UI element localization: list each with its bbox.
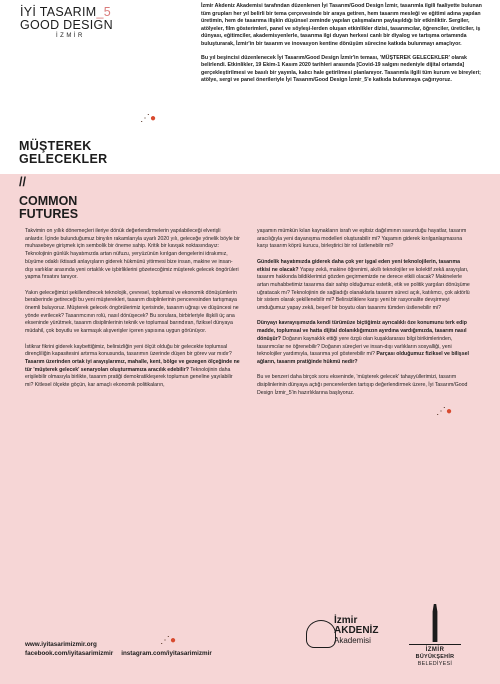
ant-icon: ⋰●: [140, 113, 157, 124]
akademi-name-3: Akademisi: [334, 636, 371, 645]
right-paragraph-3: [257, 320, 472, 366]
right-p3-text: Doğanın kaynaklık ettiği yere özgü olan kuşaklararası bilgi birikimlerinden, tasarımcılar ne öğrenebilir? Doğanın süreçleri ve insan-dışı varlıkların sosyalliği, yeni teknolojiler yardımıyla, tasarıma yol gösterebilir mi?: [257, 335, 453, 358]
logo-edition: _5: [96, 5, 111, 19]
intro-text: [201, 3, 487, 91]
facebook-link[interactable]: facebook.com/iyitasarimizmir: [25, 649, 114, 657]
theme-title: [19, 140, 107, 221]
title-tr-1: MÜŞTEREK: [19, 139, 92, 153]
right-column: [257, 228, 472, 405]
intro-paragraph-2: Bu yıl beşincisi düzenlenecek İyi Tasarım/Good Design İzmir'in teması, 'MÜŞTEREK GELECEKLER' olarak belirlendi. Etkinlikler, 19 Ekim-1 Kasım 2020 tarihleri arasında [Covid-19 salgını nedeniyle dijital ortamda] gerçekleştirilmesi ve basılı bir yayınla, kalıcı hale getirilmesi planlanıyor. Tasarımla ilgili tüm kurum ve bireyleri; atölye, sergi ve panel önerileriyle İyi Tasarım/Good Design İzmir_5'e katkıda bulunmaya çağırıyoruz.: [201, 54, 481, 84]
instagram-link[interactable]: instagram.com/iyitasarimizmir: [121, 649, 212, 657]
right-p3-bold-a: Dünyayı kavrayışımızda kendi türümüze biçtiğimiz ayrıcalıklı öze konumunu terk edip madde, toplumsal ve hatta dijital dolanıklığımızın ayırdına vardığımızda, tasarım nasıl dönüşür?: [257, 320, 467, 342]
intro-paragraph-1: İzmir Akdeniz Akademisi tarafından düzenlenen İyi Tasarım/Good Design İzmir, tasarımla ilgili faaliyette bulunan tüm grupları her yıl belirli bir tema çerçevesinde bir araya getiren, hem tasarım mesleği ve eğitimi adına yapılan üretimin, hem de tasarıma ilişkin düşünsel zeminde yapılan çalışmaların paylaşıldığı bir etkinliktir. Sergiler, atölyeler, film gösterimleri, panel ve söyleşi-lerden oluşan etkinlikler dizisi, tasarımcılar, öğrenciler, üreticiler, iş dünyası, eğitimciler, akademisyenlerle, tasarıma ilgi duyan herkesi canlı bir diyalog ve tartışma ortamında buluşturarak, İzmir'in bir tasarım ve inovasyon kentine dönüşüm sürecine katkıda bulunmayı amaçlıyor.: [201, 3, 482, 47]
right-paragraph-2: [257, 259, 472, 313]
left-p3-text-a: İstikrar fikrini giderek kaybettiğimiz, belirsizliğin yeni ölçüt olduğu bir gelecekte toplumsal dirençliliğin kapasitesini artırma konusunda, tasarımın üzerinde düşen bir görev var mıdır?: [25, 343, 232, 358]
right-paragraph-4: Bu ve benzeri daha birçok soru ekseninde, 'müşterek gelecek' tahayyüllerimizi, tasarım disiplinlerinin dünyaya açtığı pencerelerden tartışıp değerlendirmek üzere, İyi Tasarım/Good Design İzmir_5'in hazırlıklarına başlıyoruz.: [257, 374, 468, 396]
website-link[interactable]: www.iyitasarimizmir.org: [25, 641, 97, 648]
akademi-name-1: İzmir: [334, 615, 358, 626]
ibb-name-3: BELEDİYESİ: [417, 660, 453, 667]
left-paragraph-3: [25, 344, 240, 390]
right-p2-text: Yapay zekâ, makine öğrenimi, akıllı teknolojiler ve kolektif zekâ arayışları, tasarım hakkında bildiklerimizi gözden geçirmemizde ne derece etkili olacak? Makinelerle artan muhabbetimiz tasarıma dair sahip olduğumuz estetik, etik ve politik yargıları dönüşüme uğratacak mı? Teknolojinin de sağladığı olanaklarla tasarım süreci açık, katılımcı, çok aktörlü bir sistem olarak şekillenebilir mi? Belirsizliklere karşı yeni bir rasyonalite devşirmeyi umduğumuz yapay zekâ, beşerî bir boyutu olan tasarımı tümden üstlenebilir mi?: [257, 266, 470, 312]
title-en-1: COMMON: [19, 194, 78, 208]
right-paragraph-1: yaşamın mümkün kılan kaynakların israfı ve eşitsiz dağılımının savurduğu hayatlar, tasarım aracılığıyla yeni dayanışma modelleri oluşturabilir mi? Yaşamın giderek kırılganlaşmasına karşı tasarım köprü kurucu, birleştirici bir rol üstlenebilir mi?: [257, 228, 467, 250]
ant-icon: ⋰●: [436, 406, 453, 417]
right-p3-bold-c: Parçası olduğumuz fiziksel ve bilişsel ağların, tasarım pratiğinde hükmü nedir?: [257, 351, 469, 365]
akademi-name-2: AKDENİZ: [334, 625, 379, 636]
logo-line2: GOOD DESIGN: [20, 18, 113, 32]
footer-links: [25, 641, 212, 658]
right-p2-bold: Gündelik hayatımızda giderek daha çok yer işgal eden yeni teknolojilerin, tasarıma etkisi ne olacak?: [257, 258, 460, 273]
ibb-logo: [400, 604, 470, 667]
ibb-name-1: İZMİR: [425, 647, 445, 653]
left-p3-text-c: Teknolojinin daha erişilebilir olmasıyla birlikte, tasarım pratiği demokratikleşerek toplumun geneline yayılabilir mi? Kitlesel ölçekte göçün, kar amaçlı ekonomik politikaların,: [25, 366, 233, 389]
left-column: [25, 228, 240, 397]
title-en-2: FUTURES: [19, 207, 79, 221]
clock-tower-icon: [429, 604, 441, 642]
iyi-tasarim-logo: [20, 6, 140, 40]
left-paragraph-2: Yakın geleceğimizi şekillendirecek teknolojik, çevresel, toplumsal ve ekonomik dönüşümlerin beraberinde getireceği bu yeni müşterekleri, tasarım disiplinlerinin penceresinden tartışmaya önemli buluyoruz. Müşterek gelecek öngörülerimiz içerisinde, tasarım uğraşı ve düşüncesi ne yönde evrilecek? Tasarımcının rolü, nasıl dönüşecek? Bu sorulara, birbirleriyle ilişkili üç ana ekseninde yürütmek, tasarım disiplinlerinin teknik ve toplumsal barındıran, fiziksel dünyaya müdahil, çok boyutlu ve karmaşık alışverişler içeren yapısına uygun görünüyor.: [25, 289, 239, 335]
left-paragraph-1: Takvimin on yıllık dönemeçleri ileriye dönük değerlendirmelerin yapılabileceği elverişli anlardır. İçinde bulunduğumuz binyılın rakamlarıyla uyarlı 2020 yılı, geleceğe yönelik böyle bir muhasebeye girişmek için sembolik bir öneme sahip. Kritik bir kavşak noktasındayız: Teknolojinin günlük hayatımızda artan nüfuzu, yeryüzünün kırılgan dengelerini idrakımız, büyüme odaklı iktisadi anlayışların giderek hükmünü yitirmesi bize insan, makine ve insan-dışı varlıklar arasında yeni ortaklık ve işbirliklerini gözetecoğimiz müşterek gelecek öngörüleri yapma fırsatını tanıyor.: [25, 228, 240, 281]
ant-icon: ⋰●: [160, 635, 177, 646]
izmir-akademi-logo: [308, 616, 388, 645]
akademi-emblem-icon: [306, 620, 336, 648]
logo-line3: İZMİR: [56, 33, 85, 39]
logo-line1: İYİ TASARIM: [20, 5, 97, 19]
title-slash: //: [19, 175, 26, 189]
ibb-name-2: BÜYÜKŞEHİR: [415, 654, 455, 660]
left-p3-bold: Tasarım üzerinden ortak iyi arayışlarımız, mahalle, kent, bölge ve gezegen ölçeğinde ne tür 'müşterek gelecek' senaryoları oluşturmamıza aracılık edebilir?: [25, 358, 240, 373]
title-tr-2: GELECEKLER: [19, 152, 108, 166]
